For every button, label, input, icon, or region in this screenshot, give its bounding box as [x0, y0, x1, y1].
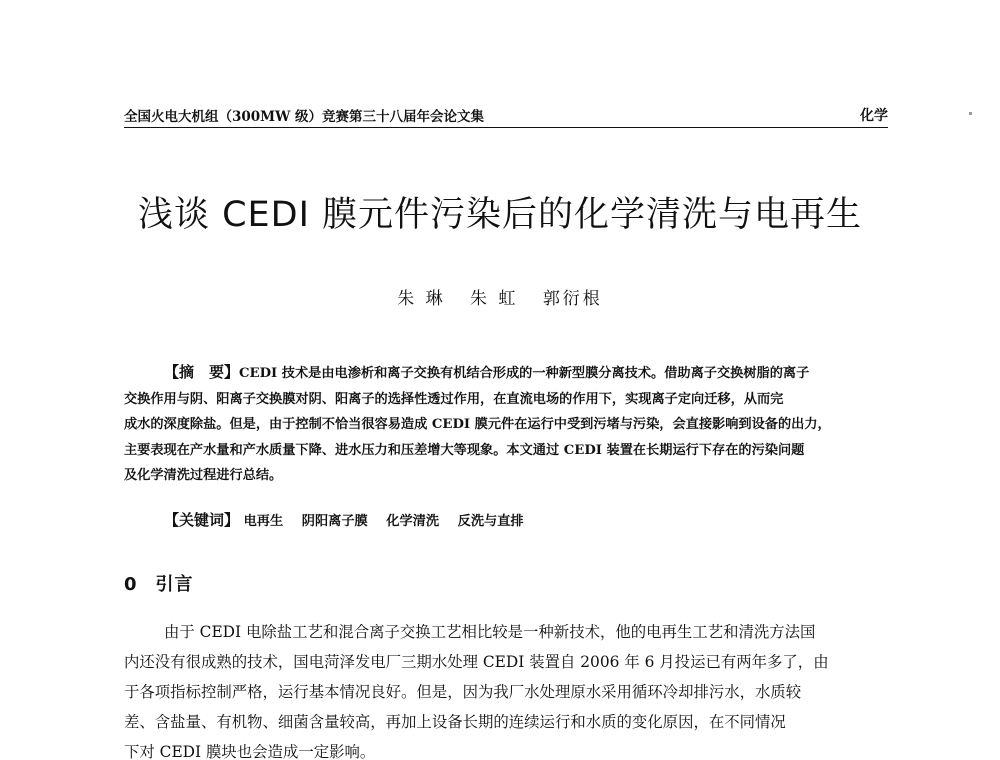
- keyword: 电再生: [243, 514, 284, 529]
- abstract-line: 及化学清洗过程进行总结。: [124, 468, 283, 484]
- body-text: 由于 CEDI 电除盐工艺和混合离子交换工艺相比较是一种新技术，他的电再生工艺和清洗方法国: [164, 623, 816, 641]
- author-name: 朱 琳: [397, 289, 446, 309]
- body-paragraph: [124, 617, 888, 760]
- journal-title: 全国火电大机组（300MW 级）竞赛第三十八届年会论文集: [124, 109, 484, 125]
- abstract-line: 交换作用与阴、阳离子交换膜对阴、阳离子的选择性透过作用，在直流电场的作用下，实现离子定向迁移，从而完: [124, 391, 784, 407]
- running-header: [124, 103, 888, 128]
- abstract-text: CEDI 技术是由电渗析和离子交换有机结合形成的一种新型膜分离技术。借助离子交换树脂的离子: [239, 366, 810, 381]
- body-line: [124, 617, 888, 647]
- section-heading: [124, 570, 194, 596]
- abstract-label: 【摘 要】: [164, 363, 240, 381]
- paper-title: 浅谈 CEDI 膜元件污染后的化学清洗与电再生: [137, 195, 863, 235]
- author-name: 朱 虹: [470, 289, 519, 309]
- keyword: 阴阳离子膜: [301, 514, 368, 529]
- section-number: 0: [124, 574, 138, 595]
- author-list: [0, 284, 1000, 309]
- body-line: 内还没有很成熟的技术，国电菏泽发电厂三期水处理 CEDI 装置自 2006 年 6 月投运已有两年多了，由: [124, 653, 829, 671]
- body-line: 差、含盐量、有机物、细菌含量较高，再加上设备长期的连续运行和水质的变化原因，在不同情况: [124, 713, 786, 731]
- scan-speck: [969, 112, 972, 115]
- abstract-line: 主要表现在产水量和产水质量下降、进水压力和压差增大等现象。本文通过 CEDI 装置在长期运行下存在的污染问题: [124, 442, 805, 458]
- body-line: 下对 CEDI 膜块也会造成一定影响。: [124, 743, 376, 760]
- keywords: [124, 509, 888, 530]
- abstract-line: 成水的深度除盐。但是，由于控制不恰当很容易造成 CEDI 膜元件在运行中受到污堵与污染，会直接影响到设备的出力，: [124, 417, 831, 433]
- abstract-line: [124, 360, 888, 387]
- keyword: 化学清洗: [386, 514, 440, 529]
- section-category: 化学: [860, 108, 888, 124]
- abstract: [124, 360, 888, 489]
- keywords-label: 【关键词】: [164, 511, 240, 529]
- keyword: 反洗与直排: [457, 514, 524, 529]
- author-name: 郭衍根: [542, 289, 603, 309]
- section-title: 引言: [155, 574, 194, 595]
- body-line: 于各项指标控制严格，运行基本情况良好。但是，因为我厂水处理原水采用循环冷却排污水，水质较: [124, 683, 802, 701]
